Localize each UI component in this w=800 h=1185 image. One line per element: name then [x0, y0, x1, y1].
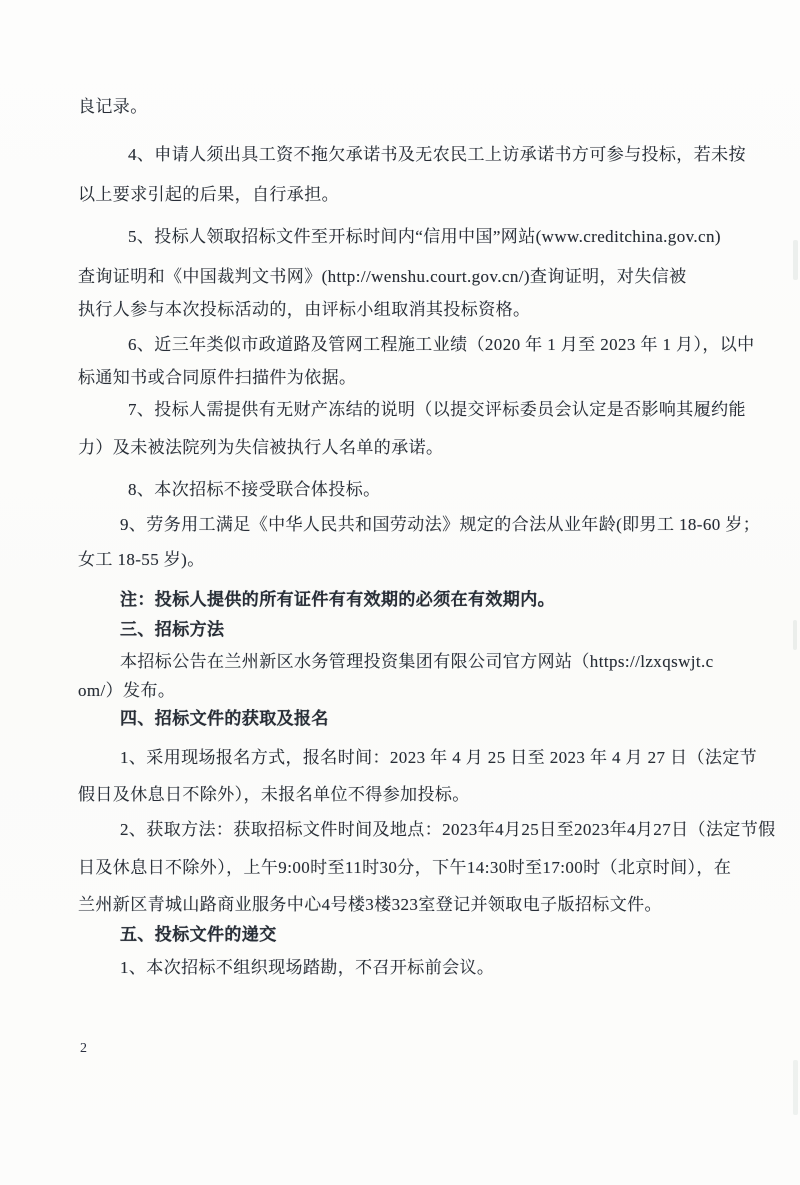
- paragraph-line: 5、投标人领取招标文件至开标时间内“信用中国”网站(www.creditchina.gov.cn): [128, 227, 721, 246]
- paragraph-line: 8、本次招标不接受联合体投标。: [128, 480, 381, 499]
- paragraph-line: 以上要求引起的后果，自行承担。: [78, 185, 339, 204]
- paragraph-line: 2、获取方法：获取招标文件时间及地点：2023年4月25日至2023年4月27日（法定节假: [120, 820, 776, 839]
- paragraph-line: 兰州新区青城山路商业服务中心4号楼3楼323室登记并领取电子版招标文件。: [78, 895, 662, 914]
- section-heading: 四、招标文件的获取及报名: [120, 709, 329, 728]
- section-heading: 五、投标文件的递交: [120, 925, 277, 944]
- scan-artifact: [793, 240, 798, 280]
- paragraph-line: 7、投标人需提供有无财产冻结的说明（以提交评标委员会认定是否影响其履约能: [128, 400, 746, 419]
- section-heading: 三、招标方法: [120, 620, 225, 639]
- scan-artifact: [793, 1060, 798, 1115]
- paragraph-line: 本招标公告在兰州新区水务管理投资集团有限公司官方网站（https://lzxqswjt.c: [120, 652, 714, 671]
- paragraph-line: 1、本次招标不组织现场踏勘，不召开标前会议。: [120, 958, 495, 977]
- paragraph-line: 6、近三年类似市政道路及管网工程施工业绩（2020 年 1 月至 2023 年 1 月），以中: [128, 335, 755, 354]
- paragraph-line: 4、申请人须出具工资不拖欠承诺书及无农民工上访承诺书方可参与投标，若未按: [128, 145, 746, 164]
- paragraph-line: 标通知书或合同原件扫描件为依据。: [78, 368, 357, 387]
- paragraph-line: 查询证明和《中国裁判文书网》(http://wenshu.court.gov.cn/)查询证明，对失信被: [78, 267, 687, 286]
- paragraph-line: 日及休息日不除外），上午9:00时至11时30分，下午14:30时至17:00时（北京时间），在: [78, 858, 732, 877]
- page-number: 2: [80, 1041, 87, 1056]
- paragraph-line: om/）发布。: [78, 681, 176, 700]
- paragraph-line: 9、劳务用工满足《中华人民共和国劳动法》规定的合法从业年龄(即男工 18-60 岁；: [120, 515, 761, 534]
- paragraph-line: 良记录。: [78, 97, 148, 116]
- paragraph-line: 执行人参与本次投标活动的，由评标小组取消其投标资格。: [78, 300, 531, 319]
- paragraph-line: 力）及未被法院列为失信被执行人名单的承诺。: [78, 438, 444, 457]
- scan-artifact: [793, 620, 797, 650]
- paragraph-line: 女工 18-55 岁)。: [78, 550, 205, 569]
- paragraph-line: 1、采用现场报名方式，报名时间：2023 年 4 月 25 日至 2023 年 4 月 27 日（法定节: [120, 748, 758, 767]
- paragraph-line: 假日及休息日不除外），未报名单位不得参加投标。: [78, 785, 470, 804]
- note-line: 注：投标人提供的所有证件有有效期的必须在有效期内。: [120, 590, 555, 609]
